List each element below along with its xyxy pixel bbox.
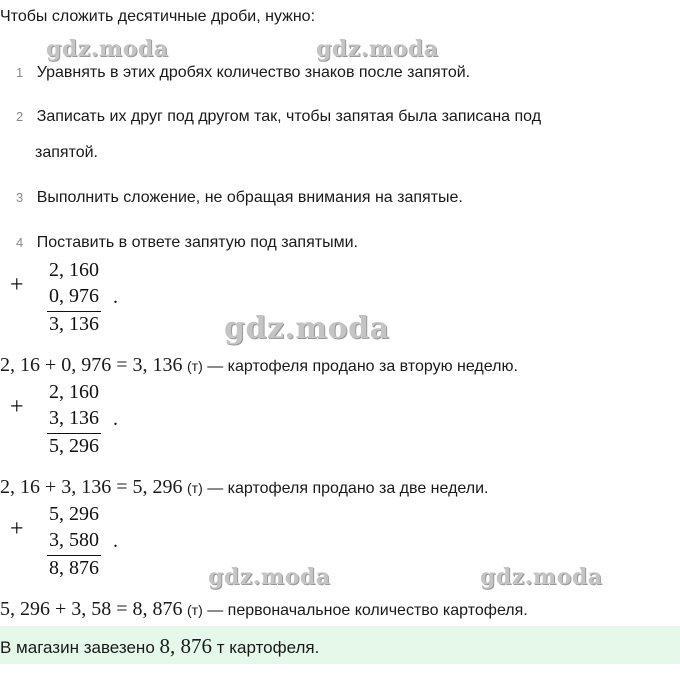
- addend: 0, 976: [49, 285, 99, 307]
- equation-line: [0, 354, 518, 377]
- list-item: [16, 108, 541, 126]
- equation-line: [0, 476, 488, 499]
- list-item: [16, 189, 463, 207]
- step-number: 1: [16, 65, 24, 80]
- step-number: 3: [16, 190, 24, 205]
- plus-sign: +: [10, 272, 24, 298]
- list-item: [16, 64, 470, 82]
- step-number: 2: [16, 109, 24, 124]
- addend: 2, 160: [49, 259, 99, 281]
- step-number: 4: [16, 235, 24, 250]
- intro-text: Чтобы сложить десятичные дроби, нужно:: [0, 8, 316, 25]
- period: .: [113, 408, 118, 430]
- answer-after: т картофеля.: [212, 638, 320, 657]
- step-text: Уравнять в этих дробях количество знаков после запятой.: [36, 64, 471, 81]
- step-text: Выполнить сложение, не обращая внимания на запятые.: [36, 189, 463, 206]
- equation-text: — картофеля продано за две недели.: [202, 480, 489, 497]
- step-text: Записать их друг под другом так, чтобы запятая была записана под: [36, 108, 542, 125]
- equation-text: — картофеля продано за вторую неделю.: [202, 358, 518, 375]
- watermark: gdz.moda: [46, 36, 169, 62]
- list-item: [16, 234, 358, 252]
- equation-math: 2, 16 + 0, 976 = 3, 136: [0, 354, 183, 376]
- watermark: gdz.moda: [316, 36, 439, 62]
- watermark: gdz.moda: [480, 564, 603, 590]
- watermark: gdz.moda: [208, 564, 331, 590]
- equation-math: 2, 16 + 3, 136 = 5, 296: [0, 476, 183, 498]
- period: .: [113, 286, 118, 308]
- equation-line: [0, 598, 528, 621]
- step-text-continued: запятой.: [35, 144, 98, 161]
- watermark: gdz.moda: [224, 311, 390, 346]
- addend: 3, 136: [49, 407, 99, 429]
- answer-box: [0, 626, 680, 664]
- equation-text: — первоначальное количество картофеля.: [202, 602, 528, 619]
- addend: 2, 160: [49, 381, 99, 403]
- answer-text: [0, 634, 319, 659]
- equation-math: 5, 296 + 3, 58 = 8, 876: [0, 598, 183, 620]
- sum: 3, 136: [49, 313, 99, 335]
- unit: (т): [187, 480, 203, 496]
- plus-sign: +: [10, 394, 24, 420]
- period: .: [113, 530, 118, 552]
- sum: 8, 876: [49, 557, 99, 579]
- addend: 5, 296: [49, 503, 99, 525]
- addend: 3, 580: [49, 529, 99, 551]
- answer-before: В магазин завезено: [0, 638, 160, 657]
- unit: (т): [187, 602, 203, 618]
- plus-sign: +: [10, 516, 24, 542]
- answer-math: 8, 876: [159, 634, 212, 658]
- unit: (т): [187, 358, 203, 374]
- sum: 5, 296: [49, 435, 99, 457]
- step-text: Поставить в ответе запятую под запятыми.: [36, 234, 358, 251]
